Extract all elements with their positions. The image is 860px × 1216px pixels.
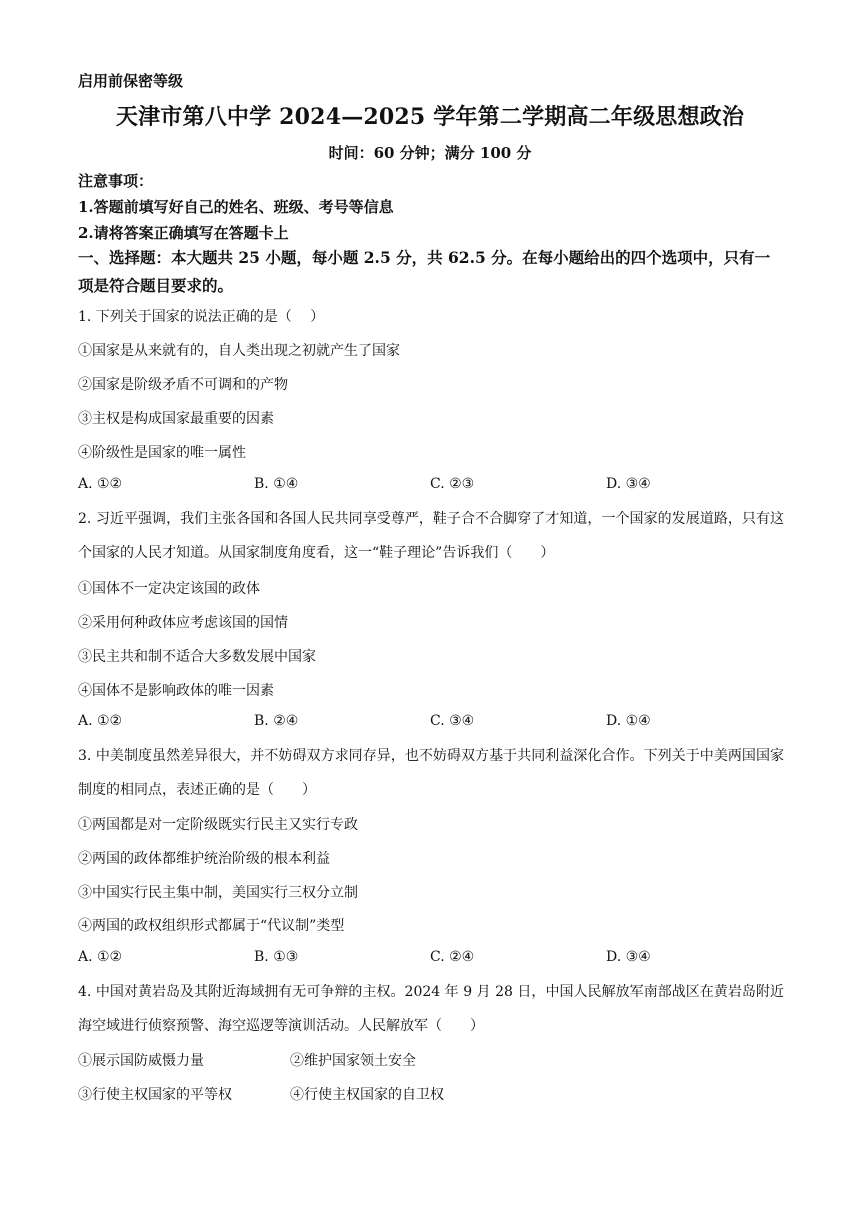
question-1-option-b[interactable]: B. ①④ xyxy=(254,476,299,492)
exam-time-info: 时间：60 分钟；满分 100 分 xyxy=(328,144,532,162)
question-2-option-b[interactable]: B. ②④ xyxy=(254,713,299,729)
section-instructions: 一、选择题：本大题共 25 小题，每小题 2.5 分，共 62.5 分。在每小题给出的四个选项中，只有一项是符合题目要求的。 xyxy=(78,248,771,295)
question-2-statement-4: ④国体不是影响政体的唯一因素 xyxy=(78,683,274,699)
question-4-statement-4: ④行使主权国家的自卫权 xyxy=(290,1087,444,1103)
question-1-statement-2: ②国家是阶级矛盾不可调和的产物 xyxy=(78,377,288,393)
question-1-option-a[interactable]: A. ①② xyxy=(78,476,123,492)
question-1-statement-1: ①国家是从来就有的，自人类出现之初就产生了国家 xyxy=(78,343,400,359)
note-item-1: 1.答题前填写好自己的姓名、班级、考号等信息 xyxy=(78,198,394,216)
question-3-option-c[interactable]: C. ②④ xyxy=(430,949,475,965)
question-3-stem: 3. 中美制度虽然差异很大，并不妨碍双方求同存异，也不妨碍双方基于共同利益深化合作。下列关于中美两国国家制度的相同点，表述正确的是（ ） xyxy=(78,748,784,798)
question-1-statement-4: ④阶级性是国家的唯一属性 xyxy=(78,445,246,461)
question-3-option-d[interactable]: D. ③④ xyxy=(606,949,651,965)
exam-title: 天津市第八中学 2024—2025 学年第二学期高二年级思想政治 xyxy=(115,104,745,130)
question-2-option-a[interactable]: A. ①② xyxy=(78,713,123,729)
question-1-statement-3: ③主权是构成国家最重要的因素 xyxy=(78,411,274,427)
question-3-statement-3: ③中国实行民主集中制，美国实行三权分立制 xyxy=(78,885,358,901)
question-4-statement-2: ②维护国家领土安全 xyxy=(290,1053,416,1069)
question-4-stem: 4. 中国对黄岩岛及其附近海域拥有无可争辩的主权。2024 年 9 月 28 日，中国人民解放军南部战区在黄岩岛附近海空域进行侦察预警、海空巡逻等演训活动。人民解放军（ ） xyxy=(78,984,784,1034)
question-3-statement-2: ②两国的政体都维护统治阶级的根本利益 xyxy=(78,851,330,867)
note-item-2: 2.请将答案正确填写在答题卡上 xyxy=(78,224,289,242)
question-3-option-b[interactable]: B. ①③ xyxy=(254,949,299,965)
question-4-statement-1: ①展示国防威慑力量 xyxy=(78,1053,204,1069)
confidentiality-label: 启用前保密等级 xyxy=(78,72,184,90)
question-3-statement-1: ①两国都是对一定阶级既实行民主又实行专政 xyxy=(78,817,358,833)
question-2-option-d[interactable]: D. ①④ xyxy=(606,713,651,729)
question-2-statement-2: ②采用何种政体应考虑该国的国情 xyxy=(78,615,288,631)
question-1-option-c[interactable]: C. ②③ xyxy=(430,476,475,492)
question-3-statement-4: ④两国的政权组织形式都属于“代议制”类型 xyxy=(78,918,345,934)
question-3-option-a[interactable]: A. ①② xyxy=(78,949,123,965)
question-2-option-c[interactable]: C. ③④ xyxy=(430,713,475,729)
notes-heading: 注意事项： xyxy=(78,172,154,190)
question-1-option-d[interactable]: D. ③④ xyxy=(606,476,651,492)
question-2-statement-3: ③民主共和制不适合大多数发展中国家 xyxy=(78,649,316,665)
question-2-stem: 2. 习近平强调，我们主张各国和各国人民共同享受尊严，鞋子合不合脚穿了才知道，一个国家的发展道路，只有这个国家的人民才知道。从国家制度角度看，这一“鞋子理论”告诉我们（ ） xyxy=(78,511,784,561)
question-1-stem: 1. 下列关于国家的说法正确的是（ ） xyxy=(78,309,325,325)
question-2-statement-1: ①国体不一定决定该国的政体 xyxy=(78,581,260,597)
question-4-statement-3: ③行使主权国家的平等权 xyxy=(78,1087,232,1103)
